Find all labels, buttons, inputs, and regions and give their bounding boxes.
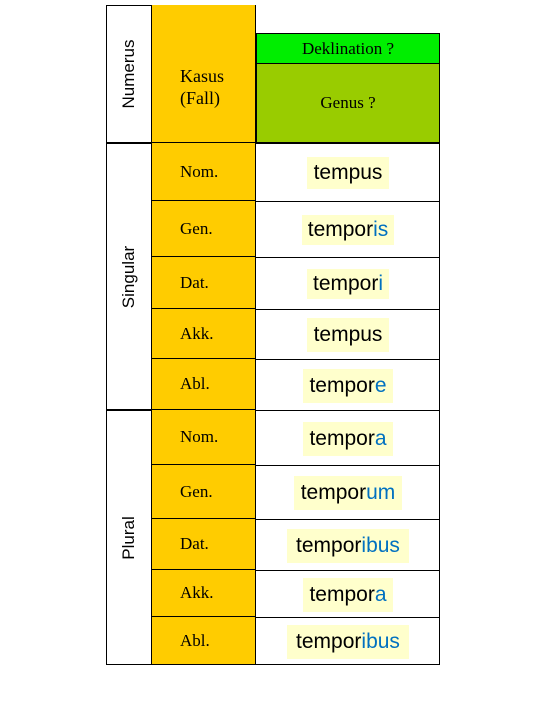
case-label-plural-4: Abl. bbox=[152, 617, 256, 665]
case-label-plural-0: Nom. bbox=[152, 410, 256, 465]
case-label-singular-0: Nom. bbox=[152, 143, 256, 201]
word-ending: e bbox=[374, 374, 387, 397]
singular-label: Singular bbox=[119, 245, 138, 308]
kasus-header-line-1: Kasus bbox=[180, 66, 224, 86]
word-stem: tempor bbox=[312, 272, 379, 295]
word-ending: is bbox=[373, 218, 389, 241]
kasus-header bbox=[152, 5, 256, 143]
numerus-label: Numerus bbox=[119, 39, 138, 109]
word-ending: ibus bbox=[361, 630, 400, 653]
declined-form bbox=[302, 215, 394, 245]
declined-form bbox=[303, 578, 393, 612]
word-ending: a bbox=[374, 427, 387, 450]
form-cell bbox=[256, 144, 439, 202]
word-ending: i bbox=[378, 272, 384, 295]
kasus-column bbox=[152, 5, 256, 665]
word-ending: ibus bbox=[361, 534, 400, 557]
case-label-singular-2: Dat. bbox=[152, 257, 256, 309]
declined-form bbox=[294, 476, 402, 510]
case-label-plural-1: Gen. bbox=[152, 465, 256, 519]
declined-form bbox=[307, 157, 389, 189]
form-cell bbox=[256, 520, 439, 571]
word-stem: tempor bbox=[309, 374, 375, 397]
declined-form bbox=[287, 625, 409, 659]
form-cell bbox=[256, 571, 439, 618]
form-cell bbox=[256, 202, 439, 258]
case-label-plural-2: Dat. bbox=[152, 519, 256, 570]
word-stem: tempus bbox=[313, 323, 383, 346]
word-stem: tempor bbox=[309, 427, 375, 450]
singular-label-cell bbox=[106, 143, 152, 410]
word-ending: a bbox=[374, 583, 387, 606]
word-stem: tempor bbox=[296, 534, 362, 557]
form-cell bbox=[256, 466, 439, 520]
word-stem: tempor bbox=[309, 583, 375, 606]
genus-header: Genus ? bbox=[256, 64, 440, 143]
declined-form bbox=[287, 529, 409, 563]
form-cell bbox=[256, 411, 439, 466]
plural-label-cell bbox=[106, 410, 152, 665]
kasus-header-line-2: (Fall) bbox=[180, 88, 220, 108]
form-cell bbox=[256, 310, 439, 360]
plural-label: Plural bbox=[119, 515, 138, 560]
word-stem: tempor bbox=[296, 630, 362, 653]
declined-form bbox=[303, 369, 393, 403]
word-ending: um bbox=[366, 481, 396, 504]
declined-form bbox=[307, 318, 389, 352]
forms-column bbox=[256, 143, 440, 665]
case-label-plural-3: Akk. bbox=[152, 570, 256, 617]
case-label-singular-4: Abl. bbox=[152, 359, 256, 410]
declined-form bbox=[303, 422, 393, 456]
word-stem: tempor bbox=[300, 481, 367, 504]
numerus-label-cell bbox=[106, 5, 152, 143]
form-cell bbox=[256, 258, 439, 310]
word-stem: tempor bbox=[307, 218, 374, 241]
form-cell bbox=[256, 360, 439, 411]
form-cell bbox=[256, 618, 439, 666]
word-stem: tempus bbox=[313, 161, 383, 184]
declined-form bbox=[307, 269, 389, 299]
case-label-singular-3: Akk. bbox=[152, 309, 256, 359]
deklination-header: Deklination ? bbox=[256, 33, 440, 64]
case-label-singular-1: Gen. bbox=[152, 201, 256, 257]
